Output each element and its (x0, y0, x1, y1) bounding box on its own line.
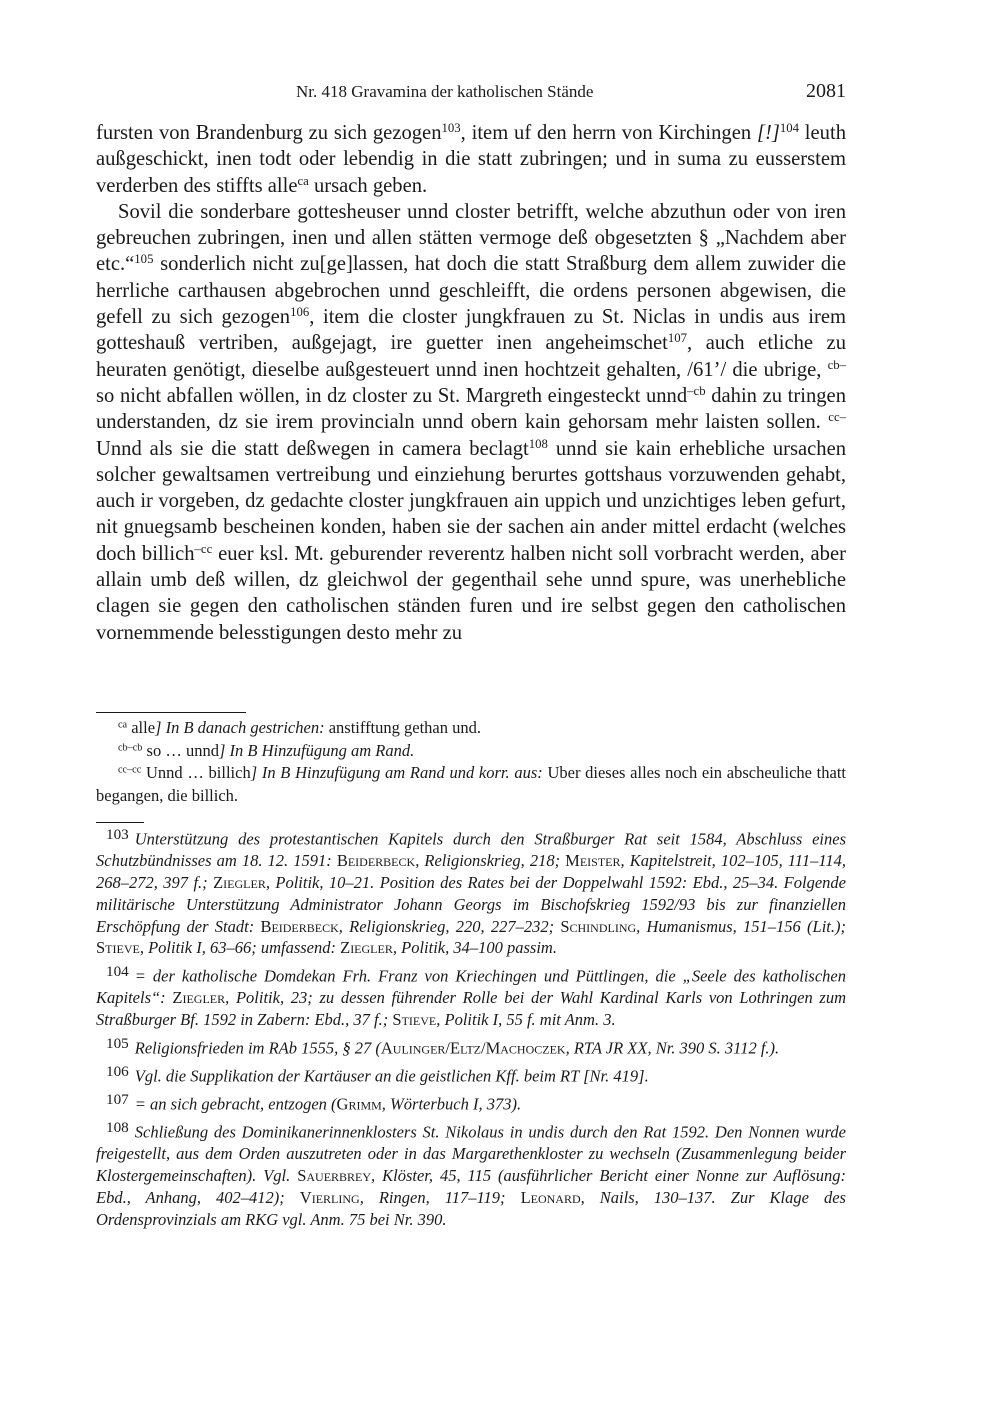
text-run: fursten von Brandenburg zu sich gezogen (96, 122, 442, 144)
note-text: , Politik, 23; zu dessen führender Rolle bei der Wahl Kardinal Karls von Lothringen zum Straßburger Bf. 1592 in Zabern: Ebd., 37 f.; (96, 988, 846, 1029)
note-text: , Humanismus, 151–156 (Lit.); (636, 916, 846, 936)
apparatus-ref-cc-start[interactable]: cc– (828, 410, 846, 425)
text-run: dahin zu tringen understanden, dz sie irem provincialn unnd obern kain gehorsam mehr laisten sollen. (96, 384, 846, 434)
footnote-ref-104[interactable]: 104 (779, 120, 799, 135)
running-header (96, 80, 846, 106)
apparatus-note-italic: ] In B Hinzufügung am Rand. (218, 740, 415, 760)
text-run: ursach geben. (308, 174, 428, 197)
apparatus-ref-cb-end[interactable]: –cb (687, 383, 706, 398)
footnote-number: 104 (106, 963, 129, 981)
note-text: = an sich gebracht, entzogen ( (134, 1094, 337, 1114)
sic-marker: [!] (756, 122, 780, 144)
text-run: leuth außgeschickt, inen todt oder lebendig in die statt zubringen; und in suma zu eusserstem verderben des stiffts alle (96, 122, 846, 197)
footnote-ref-108[interactable]: 108 (528, 436, 548, 451)
paragraph-2 (96, 199, 846, 646)
apparatus-mark: ca (118, 719, 128, 731)
note-text: , Wörterbuch I, 373). (381, 1094, 522, 1114)
author-name: Leonard (520, 1187, 581, 1207)
note-text: , Religionskrieg, 220, 227–232; (338, 916, 561, 936)
author-name: Beiderbeck (260, 916, 339, 936)
note-text: , Kapitelstreit, 102–105, 111–114, 268–272, 397 f.; (96, 851, 846, 892)
apparatus-note-italic: ] In B danach gestrichen: (155, 718, 325, 737)
footnote-107 (96, 1089, 846, 1115)
author-name: Sauerbrey (297, 1166, 372, 1186)
note-text: Vgl. die Supplikation der Kartäuser an die geistlichen Kff. beim RT [Nr. 419]. (134, 1066, 649, 1086)
footnote-108 (96, 1117, 846, 1230)
footnote-number: 108 (106, 1119, 129, 1137)
apparatus-mark: cc–cc (118, 764, 142, 776)
note-text: , RTA JR XX, Nr. 390 S. 3112 f.). (565, 1038, 780, 1058)
page-number: 2081 (806, 80, 846, 102)
critical-apparatus (96, 717, 846, 807)
note-text: , Nails, 130–137. Zur Klage des Ordensprovinzials am RKG vgl. Anm. 75 bei Nr. 390. (96, 1187, 846, 1229)
note-text: , Politik I, 55 f. mit Anm. 3. (436, 1010, 616, 1029)
footnote-104 (96, 961, 846, 1031)
apparatus-note-italic: ] In B Hinzufügung am Rand und korr. aus: (250, 763, 543, 782)
author-name: Stieve (392, 1010, 437, 1029)
author-name: Beiderbeck (336, 851, 416, 871)
paragraph-1 (96, 120, 846, 199)
footnote-105 (96, 1033, 846, 1059)
apparatus-entry-cc (96, 762, 846, 807)
footnote-number: 106 (106, 1062, 129, 1080)
footnotes-divider (96, 822, 144, 823)
text-run: Unnd als sie die statt deßwegen in camera beclagt (96, 437, 529, 460)
note-text: Schließung des Dominikanerinnenklosters St. Nikolaus in undis durch den Rat 1592. Den Nonnen wurde freigestellt, aus dem Orden auszutreten oder in das Margarethenkloster zu wechseln (Zusammenlegung beider Klostergemeinschaften). Vgl. (96, 1122, 846, 1186)
footnote-ref-103[interactable]: 103 (441, 120, 461, 135)
author-name: Ziegler (172, 988, 226, 1008)
author-name: Stieve (96, 938, 140, 958)
text-run: , item die closter jungkfrauen zu St. Niclas in undis aus irem gotteshauß vertriben, außgejagt, ire guetter inen angeheimschet (96, 306, 846, 355)
author-name: Vierling (299, 1187, 360, 1207)
author-name: Schindling (560, 916, 637, 936)
note-text: , Politik, 34–100 passim. (392, 938, 557, 958)
apparatus-mark: cb–cb (118, 741, 143, 753)
footnote-ref-106[interactable]: 106 (290, 305, 310, 320)
text-run: sonderlich nicht zu[ge]lassen, hat doch die statt Straßburg dem allem zuwider die herrliche carthausen abgebrochen unnd geschleifft, die ordens personen abgewisen, die gefell zu sich gezogen (96, 253, 846, 329)
text-run: , auch etliche zu heuraten genötigt, dieselbe außgesteuert unnd inen hochtzeit gehalten, /61’/ die ubrige, (96, 332, 846, 381)
text-run: so nicht abfallen wöllen, in dz closter zu St. Margreth eingesteckt unnd (96, 384, 688, 407)
lemma: Unnd … billich (141, 763, 251, 782)
footnote-number: 105 (106, 1034, 129, 1052)
apparatus-ref-cc-end[interactable]: –cc (194, 541, 213, 556)
footnote-106 (96, 1061, 846, 1087)
author-name: Aulinger/Eltz/Machoczek (380, 1038, 566, 1058)
lemma: so … unnd (142, 740, 219, 760)
footnotes (96, 824, 846, 1232)
apparatus-note: Uber dieses alles noch ein abscheuliche thatt begangen, die billich. (96, 763, 847, 805)
note-text: , Klöster, 45, 115 (ausführlicher Bericht einer Nonne zur Auflösung: Ebd., Anhang, 402–412); (96, 1166, 846, 1207)
footnote-ref-107[interactable]: 107 (667, 331, 688, 346)
text-run: , item uf den herrn von Kirchingen (460, 122, 757, 144)
apparatus-entry-ca (96, 717, 846, 740)
lemma: alle (127, 718, 156, 737)
author-name: Ziegler (213, 872, 266, 892)
note-text: , Politik I, 63–66; umfassend: (139, 938, 341, 958)
note-text: = der katholische Domdekan Frh. Franz von Kriechingen und Püttlingen, die „Seele des katholischen Kapitels“: (96, 966, 846, 1008)
footnote-103 (96, 824, 846, 959)
footnote-number: 107 (106, 1091, 129, 1109)
running-title: Nr. 418 Gravamina der katholischen Stände (296, 82, 594, 101)
note-text: , Ringen, 117–119; (359, 1187, 521, 1207)
author-name: Meister (565, 851, 621, 871)
apparatus-entry-cb (96, 740, 846, 763)
note-text: Unterstützung des protestantischen Kapitels durch den Straßburger Rat seit 1584, Abschluss eines Schutzbündnisses am 18. 12. 1591: (96, 829, 846, 871)
footnote-number: 103 (106, 826, 129, 843)
apparatus-divider (96, 712, 246, 713)
note-text: Religionsfrieden im RAb 1555, § 27 ( (134, 1038, 381, 1058)
main-text (96, 120, 846, 646)
text-run: unnd sie kain erhebliche ursachen solcher gewaltsamen vertreibung und einziehung berurtes gottshaus vorzuwenden gehabt, auch ir vorgeben, dz gedachte closter jungkfrauen ain uppich und unzichtiges leben gefurt, nit gnuegsamb bescheinen konden, haben sie der sachen ain ander mittel erdacht (welches doch billich (96, 437, 847, 565)
footnote-ref-105[interactable]: 105 (134, 252, 154, 267)
apparatus-ref-cb-start[interactable]: cb– (827, 357, 846, 372)
note-text: , Religionskrieg, 218; (415, 851, 566, 871)
text-run: euer ksl. Mt. geburender reverentz halben nicht soll vorbracht werden, aber allain umb deß willen, dz gleichwol der gegenthail sehe unnd spure, was unerhebliche clagen sie gegen den catholischen ständen furen und ire selbst gegen den catholischen vornemmende belesstigungen desto mehr zu (96, 542, 846, 644)
apparatus-ref-ca[interactable]: ca (297, 173, 309, 188)
text-run: Sovil die sonderbare gottesheuser unnd closter betrifft, welche abzuthun oder von iren gebreuchen zubringen, inen und allen stätten vermoge deß obgesetzten § „Nachdem aber etc.“ (96, 200, 846, 276)
author-name: Grimm (336, 1094, 382, 1114)
apparatus-note: anstifftung gethan und. (324, 718, 481, 737)
note-text: , Politik, 10–21. Position des Rates bei der Doppelwahl 1592: Ebd., 25–34. Folgende militärische Unterstützung Administrator Johann Georgs im Bischofskrieg 1592/93 bis zur finanziellen Erschöpfung der Stadt: (96, 872, 846, 936)
author-name: Ziegler (340, 938, 393, 958)
